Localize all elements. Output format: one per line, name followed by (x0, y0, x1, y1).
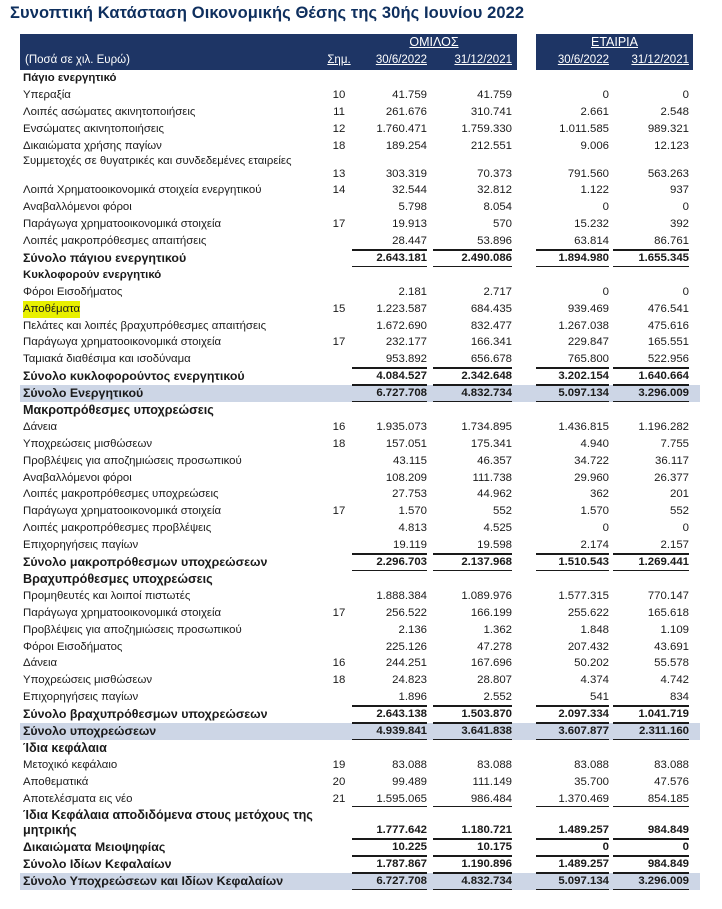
table-row (20, 301, 700, 318)
row-value-col4: 989.321 (647, 122, 689, 135)
row-value-col1: 2.296.703 (352, 554, 427, 571)
row-label: Σύνολο πάγιου ενεργητικού (23, 251, 187, 266)
row-label: Ίδια Κεφάλαια αποδιδόμενα στους μετόχους της μητρικής (23, 808, 313, 838)
row-value-col3: 0 (536, 839, 609, 856)
row-value-col1: 189.254 (385, 139, 427, 152)
row-value-col2: 1.180.721 (461, 824, 512, 837)
row-note: 17 (332, 505, 346, 518)
row-value-col4: 47.576 (654, 775, 689, 788)
row-note: 20 (332, 775, 346, 788)
units-label: (Ποσά σε χιλ. Ευρώ) (25, 54, 130, 66)
table-row (20, 873, 700, 890)
row-note: 13 (332, 168, 346, 181)
row-value-col4: 165.551 (647, 336, 689, 349)
row-value-col4: 0 (682, 88, 689, 101)
row-value-col3: 5.097.134 (536, 385, 609, 402)
row-value-col4: 2.157 (660, 539, 689, 552)
row-label: Φόροι Εισοδήματος (23, 285, 123, 298)
table-row (20, 503, 700, 520)
row-value-col4: 1.655.345 (613, 250, 689, 267)
row-value-col1: 83.088 (392, 758, 427, 771)
row-value-col3: 34.722 (574, 454, 609, 467)
row-value-col2: 3.641.838 (433, 723, 512, 740)
row-value-col3: 3.202.154 (536, 368, 609, 385)
row-value-col3: 939.469 (567, 302, 609, 315)
row-value-col2: 83.088 (477, 758, 512, 771)
row-value-col2: 28.807 (477, 674, 512, 687)
row-value-col4: 2.548 (660, 105, 689, 118)
row-value-col3: 0 (602, 285, 609, 298)
row-value-col3: 1.894.980 (536, 250, 609, 267)
row-value-col2: 70.373 (477, 168, 512, 181)
group-header-omilos: ΟΜΙΛΟΣ (409, 35, 459, 49)
row-label: Ενσώματες ακινητοποιήσεις (23, 122, 164, 135)
table-row (20, 419, 700, 436)
row-value-col2: 4.525 (483, 522, 512, 535)
row-value-col3: 9.006 (580, 139, 609, 152)
row-value-col1: 225.126 (385, 640, 427, 653)
row-label: Βραχυπρόθεσμες υποχρεώσεις (23, 571, 213, 586)
row-note: 19 (332, 758, 346, 771)
row-value-col4: 3.296.009 (613, 385, 689, 402)
row-label: Προβλέψεις για αποζημιώσεις προσωπικού (23, 623, 242, 636)
row-value-col2: 2.717 (483, 285, 512, 298)
row-label: Επιχορηγήσεις παγίων (23, 539, 139, 552)
table-row (20, 199, 700, 216)
row-label: Υποχρεώσεις μισθώσεων (23, 437, 153, 450)
row-value-col4: 984.849 (647, 824, 689, 837)
table-row (20, 740, 700, 757)
row-value-col3: 541 (589, 691, 609, 704)
row-value-col1: 19.913 (392, 218, 427, 231)
row-label: Σύνολο κυκλοφορούντος ενεργητικού (23, 369, 245, 384)
row-label: Ταμιακά διαθέσιμα και ισοδύναμα (23, 353, 191, 366)
row-value-col1: 1.672.690 (376, 319, 427, 332)
table-row (20, 723, 700, 740)
row-value-col3: 1.267.038 (558, 319, 609, 332)
row-note: 18 (332, 139, 346, 152)
table-row (20, 706, 700, 723)
row-label: Προβλέψεις για αποζημιώσεις προσωπικού (23, 454, 242, 467)
row-value-col1: 2.643.181 (352, 250, 427, 267)
row-value-col3: 29.960 (574, 471, 609, 484)
row-value-col1: 4.813 (398, 522, 427, 535)
row-value-col2: 570 (492, 218, 512, 231)
row-value-col2: 4.832.734 (433, 385, 512, 402)
table-row (20, 839, 700, 856)
row-value-col3: 1.510.543 (536, 554, 609, 571)
row-value-col4: 1.269.441 (613, 554, 689, 571)
row-note: 12 (332, 122, 346, 135)
balance-sheet-table (20, 70, 700, 890)
row-value-col4: 36.117 (655, 454, 689, 467)
row-value-col4: 552 (669, 505, 689, 518)
row-value-col4: 522.956 (647, 353, 689, 366)
row-value-col3: 362 (589, 488, 609, 501)
table-row (20, 70, 700, 87)
row-value-col3: 2.661 (580, 105, 609, 118)
row-value-col1: 108.209 (385, 471, 427, 484)
row-value-col2: 2.137.968 (433, 554, 512, 571)
table-row (20, 520, 700, 537)
table-row (20, 554, 700, 571)
table-row (20, 470, 700, 487)
group-header-etairia: ΕΤΑΙΡΙΑ (590, 35, 638, 49)
row-value-col1: 99.489 (392, 775, 427, 788)
row-label: Επιχορηγήσεις παγίων (23, 691, 139, 704)
table-row (20, 402, 700, 419)
row-value-col1: 157.051 (385, 437, 427, 450)
row-label: Σύνολο βραχυπρόθεσμων υποχρεώσεων (23, 707, 268, 722)
row-value-col2: 2.342.648 (433, 368, 512, 385)
row-value-col2: 1.503.870 (433, 706, 512, 723)
row-value-col4: 26.377 (654, 471, 689, 484)
row-value-col1: 1.223.587 (376, 302, 427, 315)
page-title: Συνοπτική Κατάσταση Οικονομικής Θέσης της 30ής Ιουνίου 2022 (10, 4, 525, 22)
row-value-col4: 1.196.282 (638, 420, 689, 433)
row-value-col1: 1.760.471 (376, 122, 427, 135)
row-label: Πάγιο ενεργητικό (23, 72, 117, 84)
table-row (20, 267, 700, 284)
row-label: Δικαιώματα χρήσης παγίων (23, 139, 162, 152)
row-value-col4: 937 (669, 184, 689, 197)
row-value-col3: 791.560 (567, 168, 609, 181)
row-value-col3: 229.847 (567, 336, 609, 349)
row-value-col2: 1.362 (483, 623, 512, 636)
row-value-col2: 212.551 (470, 139, 512, 152)
row-value-col4: 392 (669, 218, 689, 231)
row-label: Αναβαλλόμενοι φόροι (23, 201, 132, 214)
row-label: Υπεραξία (23, 88, 71, 101)
row-value-col4: 0 (682, 522, 689, 535)
row-value-col1: 261.676 (385, 105, 427, 118)
row-value-col2: 2.490.086 (433, 250, 512, 267)
table-row (20, 486, 700, 503)
row-label: Σύνολο Ιδίων Κεφαλαίων (23, 857, 172, 872)
row-value-col4: 3.296.009 (613, 873, 689, 890)
row-value-col3: 35.700 (574, 775, 609, 788)
row-value-col2: 1.734.895 (461, 420, 512, 433)
row-value-col4: 1.041.719 (613, 706, 689, 723)
row-value-col3: 255.622 (567, 606, 609, 619)
table-row (20, 622, 700, 639)
row-label: Αποτελέσματα εις νέο (23, 792, 133, 805)
row-value-col4: 475.616 (647, 319, 689, 332)
table-row (20, 385, 700, 402)
row-value-col1: 1.777.642 (376, 824, 427, 837)
row-value-col3: 50.202 (574, 657, 609, 670)
row-value-col2: 1.089.976 (461, 589, 512, 602)
row-value-col2: 986.484 (470, 792, 512, 805)
row-label: Λοιπά Χρηματοοικονομικά στοιχεία ενεργητικού (23, 184, 262, 197)
row-label: Μακροπρόθεσμες υποχρεώσεις (23, 403, 214, 418)
row-value-col3: 1.570 (580, 505, 609, 518)
row-value-col2: 10.175 (433, 839, 512, 856)
row-label: Πελάτες και λοιπές βραχυπρόθεσμες απαιτήσεις (23, 319, 267, 332)
row-value-col2: 41.759 (477, 88, 512, 101)
row-value-col3: 2.097.334 (536, 706, 609, 723)
row-value-col1: 19.119 (393, 539, 427, 552)
row-value-col2: 656.678 (470, 353, 512, 366)
row-value-col1: 1.570 (398, 505, 427, 518)
row-label: Σύνολο υποχρεώσεων (23, 723, 157, 738)
row-value-col3: 1.370.469 (558, 792, 609, 805)
row-value-col2: 552 (492, 505, 512, 518)
row-value-col1: 32.544 (392, 184, 427, 197)
row-label: Ίδια κεφάλαια (23, 740, 107, 755)
row-label: Προμηθευτές και λοιποί πιστωτές (23, 589, 191, 602)
row-value-col4: 0 (682, 201, 689, 214)
row-value-col3: 2.174 (580, 539, 609, 552)
row-value-col2: 53.896 (477, 235, 512, 248)
table-row (20, 250, 700, 267)
row-label: Κυκλοφορούν ενεργητικό (23, 268, 162, 281)
row-label: Μετοχικό κεφάλαιο (23, 758, 118, 771)
row-note: 11 (333, 105, 345, 118)
row-value-col1: 1.595.065 (376, 792, 427, 805)
row-value-col2: 19.598 (477, 539, 512, 552)
row-note: 17 (332, 218, 346, 231)
row-value-col3: 5.097.134 (536, 873, 609, 890)
table-row (20, 216, 700, 233)
row-value-col1: 1.935.073 (376, 420, 427, 433)
row-value-col3: 1.489.257 (536, 856, 609, 873)
row-value-col1: 41.759 (392, 88, 427, 101)
row-value-col4: 7.755 (660, 437, 689, 450)
row-value-col2: 1.190.896 (433, 856, 512, 873)
row-value-col4: 43.691 (654, 640, 689, 653)
row-value-col4: 563.263 (647, 168, 689, 181)
row-value-col3: 1.011.585 (559, 122, 609, 135)
row-value-col2: 111.149 (472, 775, 512, 788)
row-value-col4: 1.109 (660, 623, 689, 636)
row-value-col1: 43.115 (393, 454, 427, 467)
row-label: Δικαιώματα Μειοψηφίας (23, 840, 166, 855)
row-value-col1: 28.447 (392, 235, 427, 248)
row-note: 14 (332, 184, 346, 197)
row-value-col3: 1.577.315 (558, 589, 609, 602)
row-value-col2: 44.962 (477, 488, 512, 501)
row-value-col2: 684.435 (470, 302, 512, 315)
row-value-col2: 111.738 (472, 471, 512, 484)
row-value-col3: 1.122 (580, 184, 609, 197)
row-label: Λοιπές μακροπρόθεσμες προβλέψεις (23, 522, 212, 535)
table-row (20, 318, 700, 335)
row-label: Αναβαλλόμενοι φόροι (23, 471, 132, 484)
row-value-col1: 1.888.384 (376, 589, 427, 602)
table-row (20, 138, 700, 155)
row-value-col4: 165.618 (647, 606, 689, 619)
table-row (20, 807, 700, 839)
row-value-col1: 24.823 (392, 674, 427, 687)
row-value-col2: 167.696 (470, 657, 512, 670)
table-row (20, 605, 700, 622)
row-value-col1: 4.939.841 (352, 723, 427, 740)
table-row (20, 368, 700, 385)
row-value-col2: 4.832.734 (433, 873, 512, 890)
row-value-col1: 5.798 (398, 201, 427, 214)
row-value-col4: 984.849 (613, 856, 689, 873)
column-header-group-2021: 31/12/2021 (454, 54, 512, 66)
row-value-col3: 207.432 (567, 640, 609, 653)
row-value-col4: 0 (613, 839, 689, 856)
row-value-col2: 8.054 (483, 201, 512, 214)
row-label: Παράγωγα χρηματοοικονομικά στοιχεία (23, 606, 222, 619)
row-label: Παράγωγα χρηματοοικονομικά στοιχεία (23, 336, 222, 349)
row-label: Παράγωγα χρηματοοικονομικά στοιχεία (23, 218, 222, 231)
row-label: Δάνεια (23, 420, 58, 433)
row-label: Λοιπές μακροπρόθεσμες υποχρεώσεις (23, 488, 219, 501)
table-row (20, 757, 700, 774)
row-label: Σύνολο μακροπρόθεσμων υποχρεώσεων (23, 555, 268, 570)
row-value-col3: 1.489.257 (558, 824, 609, 837)
row-value-col2: 2.552 (483, 691, 512, 704)
table-row (20, 588, 700, 605)
table-row (20, 104, 700, 121)
row-label: Σύνολο Υποχρεώσεων και Ιδίων Κεφαλαίων (23, 874, 284, 889)
row-note: 10 (332, 88, 346, 101)
row-value-col3: 765.800 (567, 353, 609, 366)
row-value-col2: 1.759.330 (461, 122, 512, 135)
row-value-col4: 86.761 (654, 235, 689, 248)
row-value-col2: 175.341 (470, 437, 512, 450)
row-value-col4: 12.123 (654, 139, 689, 152)
row-note: 21 (332, 792, 346, 805)
row-value-col3: 1.848 (580, 623, 609, 636)
row-label: Υποχρεώσεις μισθώσεων (23, 674, 153, 687)
row-value-col2: 310.741 (470, 105, 512, 118)
table-row (20, 351, 700, 368)
table-row (20, 672, 700, 689)
row-note: 18 (332, 437, 346, 450)
row-value-col1: 6.727.708 (352, 873, 427, 890)
row-value-col3: 1.436.815 (558, 420, 609, 433)
table-row (20, 655, 700, 672)
table-row (20, 639, 700, 656)
row-value-col3: 0 (602, 88, 609, 101)
row-note: 15 (332, 302, 346, 315)
row-note: 18 (332, 674, 346, 687)
table-row (20, 537, 700, 554)
note-column-header: Σημ. (327, 54, 351, 66)
row-label: Αποθεματικά (23, 775, 89, 788)
row-value-col4: 770.147 (647, 589, 689, 602)
row-label: Συμμετοχές σε θυγατρικές και συνδεδεμένες εταιρείες (23, 155, 292, 168)
table-row (20, 233, 700, 250)
table-row (20, 774, 700, 791)
table-row (20, 689, 700, 706)
row-value-col4: 1.640.664 (613, 368, 689, 385)
row-value-col2: 46.357 (477, 454, 512, 467)
row-value-col1: 2.136 (398, 623, 427, 636)
row-note: 16 (332, 420, 346, 433)
row-note: 17 (332, 606, 346, 619)
row-value-col1: 953.892 (385, 353, 427, 366)
row-value-col4: 834 (669, 691, 689, 704)
row-value-col1: 4.084.527 (352, 368, 427, 385)
table-row (20, 436, 700, 453)
table-row (20, 121, 700, 138)
row-value-col3: 3.607.877 (536, 723, 609, 740)
row-value-col1: 256.522 (385, 606, 427, 619)
row-value-col2: 47.278 (477, 640, 512, 653)
row-value-col1: 10.225 (352, 839, 427, 856)
row-label: Λοιπές μακροπρόθεσμες απαιτήσεις (23, 235, 207, 248)
row-value-col3: 0 (602, 522, 609, 535)
row-value-col4: 476.541 (647, 302, 689, 315)
row-value-col1: 6.727.708 (352, 385, 427, 402)
row-value-col3: 15.232 (574, 218, 609, 231)
row-note: 16 (332, 657, 346, 670)
row-value-col4: 55.578 (654, 657, 689, 670)
row-label: Παράγωγα χρηματοοικονομικά στοιχεία (23, 505, 222, 518)
row-value-col4: 2.311.160 (613, 723, 689, 740)
row-value-col1: 27.753 (392, 488, 427, 501)
column-header-group-2022: 30/6/2022 (375, 54, 427, 66)
row-label: Αποθέματα (23, 301, 80, 318)
table-row (20, 154, 700, 182)
row-value-col1: 303.319 (385, 168, 427, 181)
column-header-company-2022: 30/6/2022 (557, 54, 609, 66)
row-value-col2: 166.199 (470, 606, 512, 619)
table-row (20, 791, 700, 808)
row-value-col1: 1.896 (398, 691, 427, 704)
row-value-col3: 0 (602, 201, 609, 214)
row-value-col2: 166.341 (470, 336, 512, 349)
row-value-col4: 0 (682, 285, 689, 298)
table-row (20, 856, 700, 873)
row-value-col3: 4.940 (580, 437, 609, 450)
row-value-col2: 832.477 (470, 319, 512, 332)
row-value-col3: 63.814 (574, 235, 609, 248)
row-value-col1: 1.787.867 (352, 856, 427, 873)
row-label: Φόροι Εισοδήματος (23, 640, 123, 653)
row-label: Λοιπές ασώματες ακινητοποιήσεις (23, 105, 196, 118)
row-value-col4: 201 (669, 488, 689, 501)
table-row (20, 182, 700, 199)
row-value-col1: 2.643.138 (352, 706, 427, 723)
row-value-col3: 4.374 (580, 674, 609, 687)
row-value-col1: 244.251 (385, 657, 427, 670)
table-row (20, 453, 700, 470)
row-value-col4: 4.742 (660, 674, 689, 687)
row-note: 17 (332, 336, 346, 349)
column-header-company-2021: 31/12/2021 (631, 54, 689, 66)
table-row (20, 87, 700, 104)
table-row (20, 284, 700, 301)
table-row (20, 571, 700, 588)
row-value-col2: 32.812 (477, 184, 512, 197)
row-value-col1: 2.181 (398, 285, 427, 298)
row-value-col4: 83.088 (654, 758, 689, 771)
row-value-col4: 854.185 (647, 792, 689, 805)
row-value-col1: 232.177 (385, 336, 427, 349)
row-value-col3: 83.088 (574, 758, 609, 771)
table-row (20, 334, 700, 351)
row-label: Δάνεια (23, 657, 58, 670)
row-label: Σύνολο Ενεργητικού (23, 386, 144, 401)
